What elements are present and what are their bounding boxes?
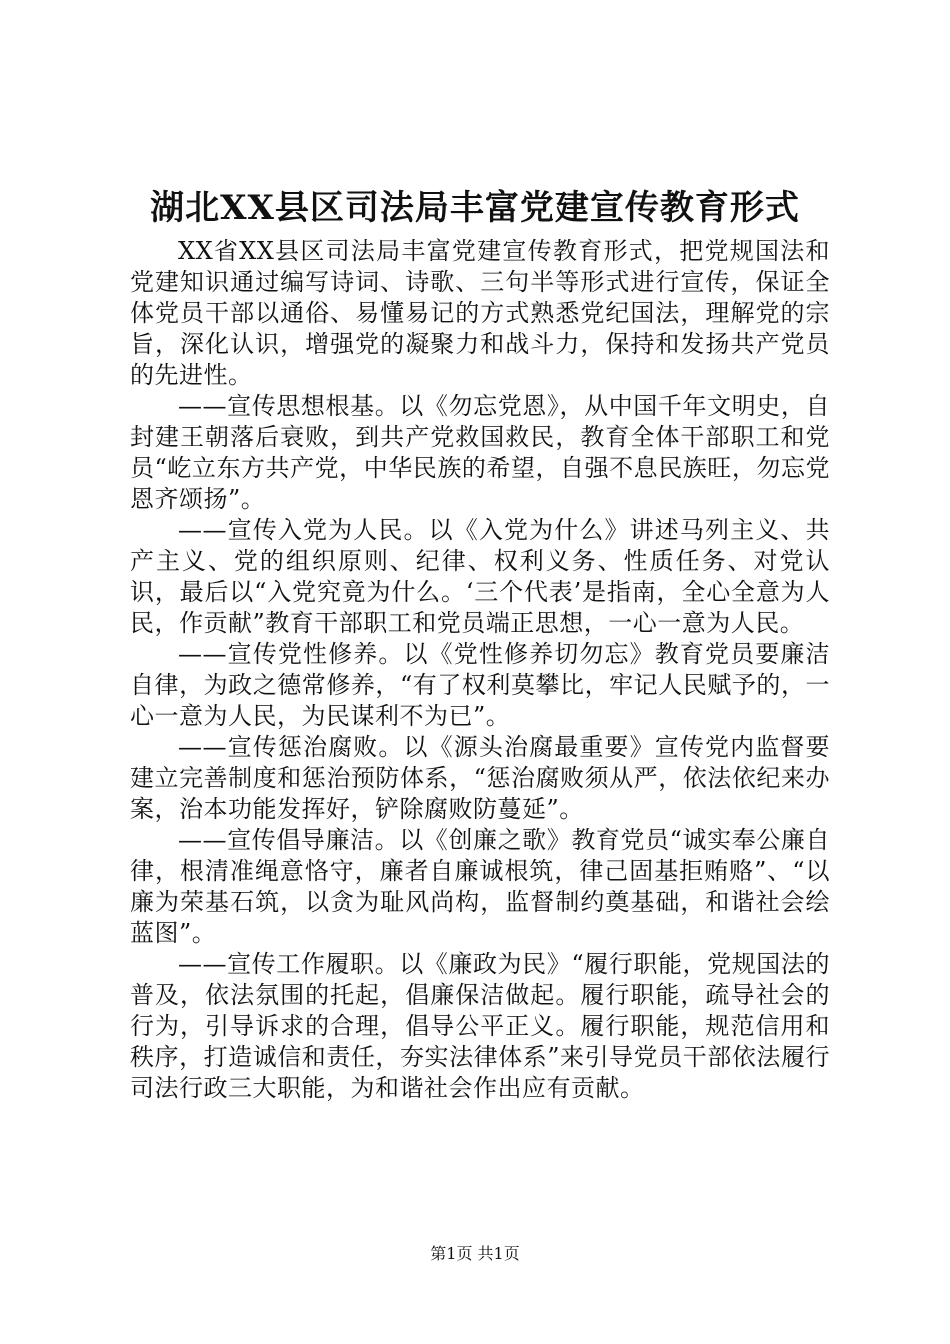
paragraph-thought-foundation: ——宣传思想根基。以《勿忘党恩》，从中国千年文明史，自封建王朝落后衰败，到共产党救国救民，教育全体干部职工和党员“屹立东方共产党，中华民族的希望，自强不息民族旺，勿忘党恩齐颂扬”。 bbox=[130, 392, 830, 513]
paragraph-anti-corruption: ——宣传惩治腐败。以《源头治腐最重要》宣传党内监督要建立完善制度和惩治预防体系，“惩治腐败须从严，依法依纪来办案，治本功能发挥好，铲除腐败防蔓延”。 bbox=[130, 733, 830, 823]
paragraph-join-party: ——宣传入党为人民。以《入党为什么》讲述马列主义、共产主义、党的组织原则、纪律、权利义务、性质任务、对党认识，最后以“入党究竟为什么。‘三个代表’是指南，全心全意为人民，作贡献”教育干部职工和党员端正思想，一心一意为人民。 bbox=[130, 516, 830, 637]
page-number-footer: 第1页 共1页 bbox=[430, 1244, 520, 1263]
paragraph-intro: XX省XX县区司法局丰富党建宣传教育形式，把党规国法和党建知识通过编写诗词、诗歌、三句半等形式进行宣传，保证全体党员干部以通俗、易懂易记的方式熟悉党纪国法，理解党的宗旨，深化认识，增强党的凝聚力和战斗力，保持和发扬共产党员的先进性。 bbox=[130, 237, 830, 389]
paragraph-duty-performance: ——宣传工作履职。以《廉政为民》“履行职能，党规国法的普及，依法氛围的托起，倡廉保洁做起。履行职能，疏导社会的行为，引导诉求的合理，倡导公平正义。履行职能，规范信用和秩序，打造诚信和责任，夯实法律体系”来引导党员干部依法履行司法行政三大职能，为和谐社会作出应有贡献。 bbox=[130, 950, 830, 1102]
paragraph-integrity: ——宣传倡导廉洁。以《创廉之歌》教育党员“诚实奉公廉自律，根清准绳意恪守，廉者自廉诚根筑，律己固基拒贿赂”、“以廉为荣基石筑，以贪为耻风尚构，监督制约奠基础，和谐社会绘蓝图”。 bbox=[130, 826, 830, 947]
document-title: 湖北XX县区司法局丰富党建宣传教育形式 bbox=[150, 188, 800, 228]
document-body bbox=[130, 236, 830, 1104]
paragraph-party-cultivation: ——宣传党性修养。以《党性修养切勿忘》教育党员要廉洁自律，为政之德常修养，“有了权利莫攀比，牢记人民赋予的，一心一意为人民，为民谋利不为已”。 bbox=[130, 640, 830, 730]
